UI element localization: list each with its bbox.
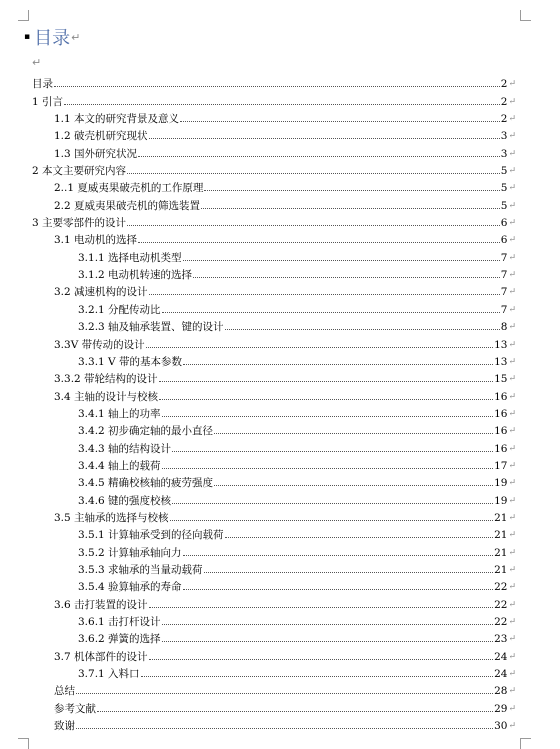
toc-leader-dots [180, 121, 500, 122]
toc-entry-label[interactable]: 3.4 主轴的设计与校核 [54, 390, 159, 403]
crop-mark-top-left [18, 10, 29, 21]
paragraph-mark-icon: ↵ [508, 166, 516, 177]
paragraph-mark-icon: ↵ [508, 443, 516, 454]
toc-entry-label[interactable]: 2.2 夏威夷果破壳机的筛选装置 [54, 199, 201, 212]
toc-entry-page: 16 [494, 425, 508, 438]
toc-entry[interactable] [32, 403, 516, 420]
toc-entry-label[interactable]: 3.3V 带传动的设计 [54, 338, 145, 351]
toc-leader-dots [149, 607, 494, 608]
toc-leader-dots [76, 693, 493, 694]
toc-entry-label[interactable]: 致谢 [54, 720, 75, 733]
toc-entry-page: 7 [500, 269, 508, 282]
toc-entry-page: 3 [500, 147, 508, 160]
toc-entry-page: 7 [500, 251, 508, 264]
toc-leader-dots [204, 572, 494, 573]
toc-entry-page: 7 [500, 303, 508, 316]
toc-entry-label[interactable]: 3.1 电动机的选择 [54, 234, 138, 247]
toc-leader-dots [149, 659, 494, 660]
paragraph-mark-icon: ↵ [508, 304, 516, 315]
toc-leader-dots [149, 294, 500, 295]
toc-entry[interactable] [32, 663, 516, 680]
toc-leader-dots [138, 242, 500, 243]
toc-entry-page: 15 [494, 373, 508, 386]
paragraph-mark-icon: ↵ [508, 114, 516, 125]
paragraph-mark-icon: ↵ [508, 200, 516, 211]
toc-entry-page: 5 [500, 182, 508, 195]
toc-entry-label[interactable]: 3.2.1 分配传动比 [78, 303, 161, 316]
paragraph-mark-icon: ↵ [508, 512, 516, 523]
toc-leader-dots [172, 451, 493, 452]
toc-entry[interactable] [32, 385, 516, 402]
toc-entry-label[interactable]: 3.5.1 计算轴承受到的径向载荷 [78, 529, 224, 542]
toc-entry-page: 16 [494, 442, 508, 455]
toc-entry-label[interactable]: 2 本文主要研究内容 [32, 165, 127, 178]
toc-entry-label[interactable]: 3.7.1 入料口 [78, 668, 140, 681]
paragraph-mark-icon: ↵ [508, 617, 516, 627]
toc-entry-label[interactable]: 3.4.5 精确校核轴的疲劳强度 [78, 477, 214, 490]
toc-entry-label[interactable]: 3.4.1 轴上的功率 [78, 407, 161, 420]
paragraph-mark-icon: ↵ [508, 634, 516, 645]
toc-entry-label[interactable]: 3.3.1 V 带的基本参数 [78, 355, 182, 368]
toc-entry-page: 21 [494, 563, 508, 576]
toc-entry[interactable] [32, 298, 516, 315]
toc-leader-dots [138, 156, 500, 157]
toc-leader-dots [76, 728, 493, 729]
toc-entry-page: 21 [494, 546, 508, 559]
paragraph-mark-icon: ↵ [508, 148, 516, 159]
paragraph-mark-icon: ↵ [508, 322, 516, 333]
toc-leader-dots [183, 364, 493, 365]
toc-leader-dots [201, 208, 500, 209]
paragraph-mark-icon: ↵ [508, 547, 516, 558]
paragraph-mark-icon: ↵ [508, 408, 516, 419]
toc-entry[interactable] [32, 368, 516, 385]
toc-entry-page: 16 [494, 390, 508, 403]
paragraph-mark-icon: ↵ [508, 582, 516, 593]
toc-entry[interactable] [32, 715, 516, 732]
toc-entry[interactable] [32, 472, 516, 489]
toc-leader-dots [183, 589, 494, 590]
toc-entry[interactable] [32, 125, 516, 142]
toc-leader-dots [183, 260, 500, 261]
toc-leader-dots [162, 312, 500, 313]
toc-entry-label[interactable]: 1 引言 [32, 95, 64, 108]
list-bullet-icon: ▪ [24, 32, 31, 42]
toc-entry-page: 22 [494, 598, 508, 611]
toc-entry-page: 17 [494, 459, 508, 472]
toc-leader-dots [214, 485, 493, 486]
paragraph-mark-icon: ↵ [508, 235, 516, 246]
paragraph-mark-icon: ↵ [508, 252, 516, 263]
toc-entry[interactable] [32, 455, 516, 472]
toc-entry-page: 6 [500, 234, 508, 247]
paragraph-mark-icon: ↵ [508, 651, 516, 662]
toc-entry-label[interactable]: 3.4.2 初步确定轴的最小直径 [78, 425, 214, 438]
toc-entry[interactable] [32, 142, 516, 159]
crop-mark-top-right [520, 10, 531, 21]
toc-entry-label[interactable]: 参考文献 [54, 702, 96, 715]
toc-entry-page: 19 [494, 494, 508, 507]
toc-leader-dots [159, 381, 494, 382]
paragraph-mark-icon: ↵ [508, 686, 516, 697]
toc-leader-dots [170, 520, 494, 521]
toc-entry-label[interactable]: 3.6.1 击打杆设计 [78, 616, 161, 628]
toc-entry[interactable] [32, 246, 516, 263]
toc-entry-label[interactable]: 3.2.3 轴及轴承装置、键的设计 [78, 321, 224, 334]
toc-heading-title[interactable]: 目录 [34, 28, 71, 49]
toc-leader-dots [127, 225, 500, 226]
toc-entry[interactable] [32, 333, 516, 350]
paragraph-mark-icon: ↵ [508, 426, 516, 437]
toc-entry-page: 13 [494, 338, 508, 351]
toc-leader-dots [162, 468, 494, 469]
toc-entry-page: 2 [500, 95, 508, 108]
toc-leader-dots [162, 641, 494, 642]
toc-leader-dots [54, 86, 500, 87]
toc-entry[interactable] [32, 645, 516, 662]
toc-entry[interactable] [32, 229, 516, 246]
toc-entry[interactable] [32, 437, 516, 454]
toc-leader-dots [225, 329, 500, 330]
toc-entry[interactable] [32, 90, 516, 107]
toc-leader-dots [225, 537, 494, 538]
toc-entry[interactable] [32, 264, 516, 281]
paragraph-mark-icon: ↵ [508, 495, 516, 506]
toc-entry-page: 29 [494, 702, 508, 715]
toc-leader-dots [159, 399, 493, 400]
toc-entry-label[interactable]: 3.2 减速机构的设计 [54, 286, 148, 299]
paragraph-mark-icon: ↵ [508, 564, 516, 575]
toc-leader-dots [141, 676, 494, 677]
paragraph-mark-icon: ↵ [508, 356, 516, 367]
paragraph-mark-icon: ↵ [508, 287, 516, 298]
toc-leader-dots [146, 347, 493, 348]
toc-entry-page: 28 [494, 685, 508, 698]
toc-entry-label[interactable]: 1.1 本文的研究背景及意义 [54, 113, 180, 126]
paragraph-mark-icon: ↵ [508, 391, 516, 402]
paragraph-mark-icon: ↵ [508, 599, 516, 610]
toc-entry[interactable] [32, 697, 516, 714]
toc-entry-page: 6 [500, 217, 508, 230]
toc-entry-page: 24 [494, 650, 508, 663]
toc-entry[interactable] [32, 559, 516, 576]
toc-entry-page: 22 [494, 581, 508, 594]
toc-leader-dots [214, 433, 493, 434]
toc-entry[interactable] [32, 628, 516, 645]
toc-entry[interactable] [32, 541, 516, 558]
toc-entry-page: 13 [494, 355, 508, 368]
paragraph-mark-icon: ↵ [508, 79, 516, 90]
toc-entry[interactable] [32, 489, 516, 506]
toc-entry-label[interactable]: 总结 [54, 685, 75, 698]
toc-entry-label[interactable]: 3.3.2 带轮结构的设计 [54, 373, 158, 386]
paragraph-mark-icon: ↵ [508, 270, 516, 281]
paragraph-mark-icon: ↵ [508, 721, 516, 732]
toc-entry[interactable] [32, 73, 516, 90]
paragraph-mark-icon: ↵ [32, 56, 42, 69]
toc-entry-label[interactable]: 3.6.2 弹簧的选择 [78, 633, 161, 646]
toc-entry-page: 3 [500, 130, 508, 143]
toc-entry-page: 8 [500, 321, 508, 334]
toc-entry[interactable] [32, 524, 516, 541]
table-of-contents [32, 73, 516, 732]
toc-entry-label[interactable]: 3.4.3 轴的结构设计 [78, 442, 172, 455]
crop-mark-bottom-left [18, 738, 29, 749]
toc-entry[interactable] [32, 316, 516, 333]
toc-entry-label[interactable]: 3.6 击打装置的设计 [54, 598, 148, 611]
toc-entry[interactable] [32, 194, 516, 211]
toc-entry-page: 30 [494, 720, 508, 733]
toc-entry-page: 22 [494, 616, 508, 628]
toc-entry-label[interactable]: 3.7 机体部件的设计 [54, 650, 148, 663]
toc-leader-dots [183, 555, 494, 556]
toc-entry-page: 21 [494, 511, 508, 524]
toc-entry-page: 23 [494, 633, 508, 646]
toc-entry-label[interactable]: 3.1.1 选择电动机类型 [78, 251, 182, 264]
paragraph-mark-icon: ↵ [508, 478, 516, 489]
toc-entry-label[interactable]: 3.5.3 求轴承的当量动载荷 [78, 563, 203, 576]
toc-leader-dots [127, 173, 500, 174]
paragraph-mark-icon: ↵ [508, 131, 516, 142]
toc-entry[interactable] [32, 108, 516, 125]
toc-entry-page: 24 [494, 668, 508, 681]
paragraph-mark-icon: ↵ [508, 96, 516, 107]
paragraph-mark-icon: ↵ [508, 218, 516, 229]
toc-entry-label[interactable]: 3.5 主轴承的选择与校核 [54, 511, 169, 524]
paragraph-mark-icon: ↵ [508, 703, 516, 714]
toc-entry-label[interactable]: 2..1 夏威夷果破壳机的工作原理 [54, 182, 204, 195]
paragraph-mark-icon: ↵ [508, 530, 516, 541]
toc-leader-dots [172, 503, 493, 504]
paragraph-mark-icon: ↵ [508, 669, 516, 680]
toc-entry-page: 5 [500, 199, 508, 212]
toc-entry-label[interactable]: 3 主要零部件的设计 [32, 217, 127, 230]
toc-entry-page: 21 [494, 529, 508, 542]
toc-entry[interactable] [32, 576, 516, 593]
toc-entry-label[interactable]: 1.3 国外研究状况 [54, 147, 138, 160]
toc-leader-dots [149, 138, 500, 139]
toc-leader-dots [64, 104, 500, 105]
toc-entry-page: 2 [500, 78, 508, 91]
toc-leader-dots [204, 190, 499, 191]
toc-entry[interactable] [32, 160, 516, 177]
paragraph-mark-icon: ↵ [71, 30, 81, 44]
toc-entry-label[interactable]: 目录 [32, 78, 53, 91]
toc-leader-dots [97, 711, 493, 712]
toc-entry[interactable] [32, 281, 516, 298]
paragraph-mark-icon: ↵ [508, 460, 516, 471]
toc-entry[interactable] [32, 593, 516, 610]
toc-entry[interactable] [32, 351, 516, 368]
paragraph-mark-icon: ↵ [508, 183, 516, 194]
toc-leader-dots [162, 624, 494, 625]
toc-entry-page: 5 [500, 165, 508, 178]
paragraph-mark-icon: ↵ [508, 339, 516, 350]
toc-entry[interactable] [32, 177, 516, 194]
toc-entry-page: 2 [500, 113, 508, 126]
toc-entry-page: 7 [500, 286, 508, 299]
toc-entry-label[interactable]: 3.4.6 键的强度校核 [78, 494, 172, 507]
toc-entry-page: 16 [494, 407, 508, 420]
toc-entry-label[interactable]: 3.5.4 验算轴承的寿命 [78, 581, 182, 594]
toc-entry-label[interactable]: 1.2 破壳机研究现状 [54, 130, 148, 143]
toc-entry-label[interactable]: 3.1.2 电动机转速的选择 [78, 269, 193, 282]
toc-entry-label[interactable]: 3.5.2 计算轴承轴向力 [78, 546, 182, 559]
paragraph-mark-icon: ↵ [508, 374, 516, 385]
toc-entry[interactable] [32, 212, 516, 229]
toc-entry[interactable] [32, 680, 516, 697]
toc-leader-dots [193, 277, 500, 278]
toc-entry-page: 19 [494, 477, 508, 490]
crop-mark-bottom-right [520, 738, 531, 749]
toc-entry[interactable] [32, 611, 516, 628]
toc-entry-label[interactable]: 3.4.4 轴上的载荷 [78, 459, 161, 472]
toc-entry[interactable] [32, 420, 516, 437]
toc-entry[interactable] [32, 507, 516, 524]
toc-leader-dots [162, 416, 494, 417]
toc-heading [24, 24, 80, 50]
